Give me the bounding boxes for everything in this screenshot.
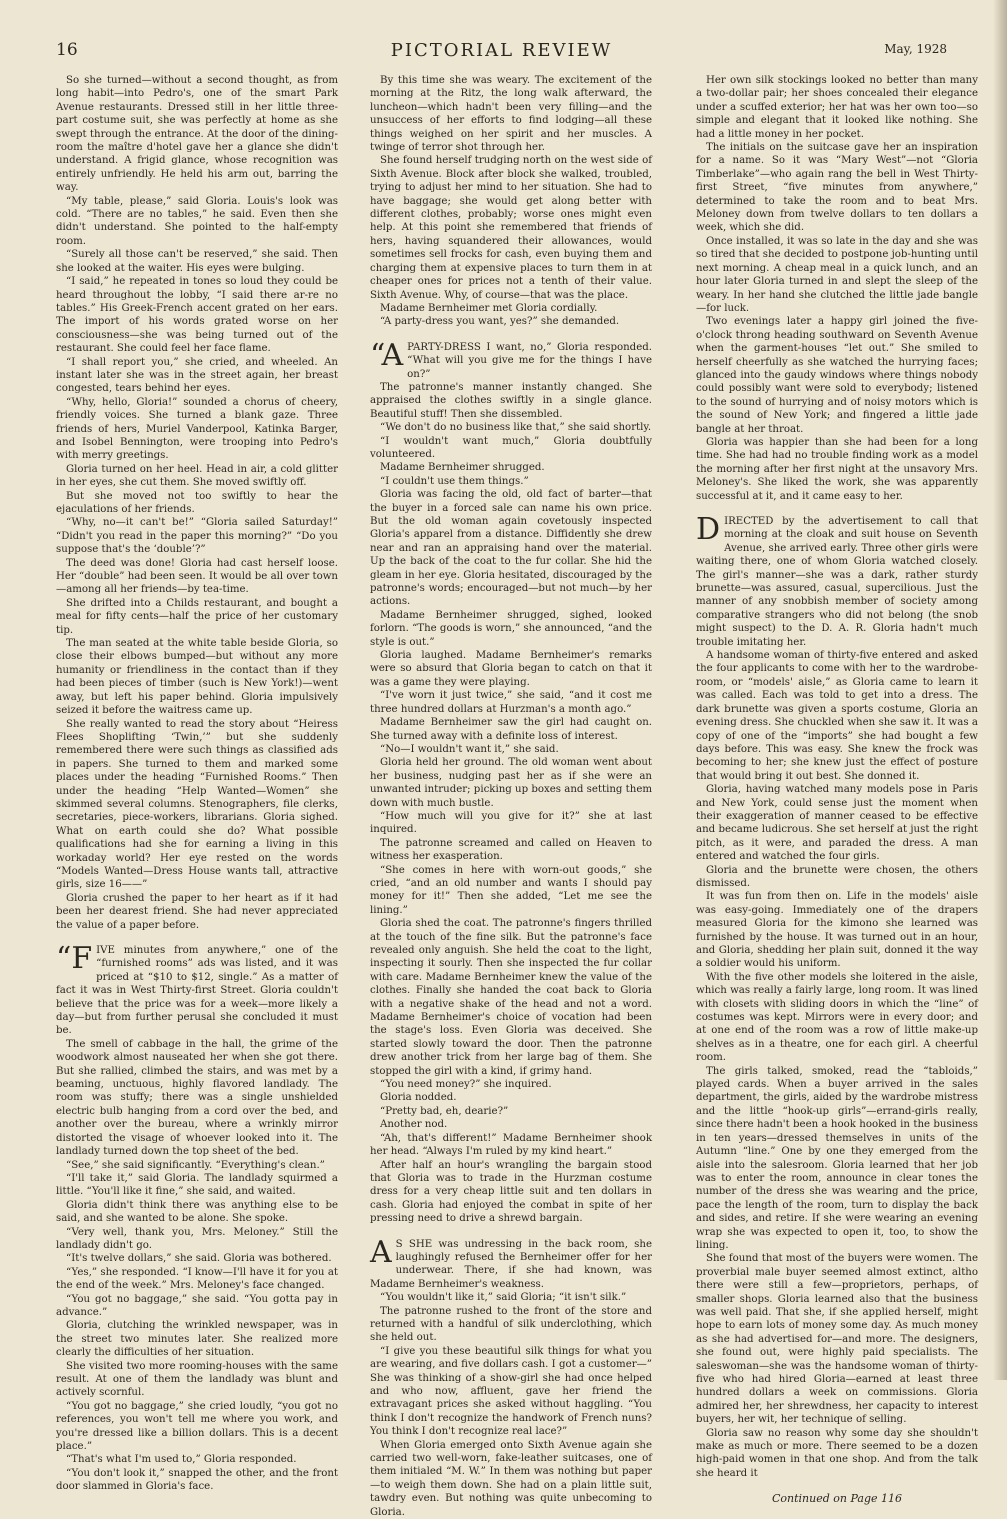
paragraph-text: “Ah, that's different!” Madame Bernheimer shook her head. “Always I'm ruled by my kind heart.”	[370, 1132, 652, 1158]
article-paragraph	[56, 637, 338, 717]
paragraph-text: Gloria turned on her heel. Head in air, a cold glitter in her eyes, she cut them. She moved swiftly off.	[56, 463, 338, 489]
article-paragraph	[696, 1065, 978, 1253]
paragraph-text: The patronne screamed and called on Heaven to witness her exasperation.	[370, 837, 652, 863]
article-paragraph	[56, 1199, 338, 1226]
paragraph-text: The patronne rushed to the front of the store and returned with a handful of silk underclothing, which she held out.	[370, 1305, 652, 1344]
paragraph-text: The patronne's manner instantly changed. She appraised the clothes swiftly in a single glance. Beautiful stuff! Then she dissembled.	[370, 381, 652, 420]
article-paragraph	[370, 743, 652, 756]
article-paragraph	[56, 1252, 338, 1265]
paragraph-text: The man seated at the white table beside Gloria, so close their elbows bumped—but without any more humanity or friendliness in the contact than if they had been pieces of timber (such is New York!)—went away, but left his paper behind. Gloria impulsively seized it before the waitress came up.	[56, 638, 338, 717]
article-paragraph	[56, 1319, 338, 1359]
article-paragraph	[370, 1078, 652, 1091]
paragraph-text: “I couldn't use them things.”	[380, 475, 529, 487]
paragraph-text: “My table, please,” said Gloria. Louis's look was cold. “There are no tables,” he said. Even then she didn't understand. She pointed to the half-empty room.	[56, 195, 338, 247]
article-paragraph	[56, 1467, 338, 1494]
article-paragraph	[370, 689, 652, 716]
article-paragraph	[56, 557, 338, 597]
article-paragraph	[370, 154, 652, 301]
article-paragraph	[56, 1038, 338, 1159]
article-paragraph	[696, 141, 978, 235]
article-paragraph	[370, 756, 652, 810]
paragraph-text: Once installed, it was so late in the day and she was so tired that she decided to postpone job-hunting until next morning. A cheap meal in a quick lunch, and an hour later Gloria turned in and slept the sleep of the weary. In her hand she clutched the little jade bangle—for luck.	[696, 235, 978, 314]
paragraph-text: But she moved not too swiftly to hear the ejaculations of her friends.	[56, 490, 338, 515]
article-paragraph	[56, 195, 338, 249]
paragraph-text: “That's what I'm used to,” Gloria responded.	[66, 1454, 297, 1466]
article-paragraph	[56, 1453, 338, 1466]
article-paragraph	[696, 783, 978, 863]
paragraph-text: So she turned—without a second thought, as from long habit—into Pedro's, one of the smart Park Avenue restaurants. Dressed still in her little three-part costume suit, she was perfectly at home as she swept through the entrance. At the door of the dining-room the maître d'hotel gave her a glance she didn't understand. A frigid glance, whose recognition was entirely unfriendly. He held his arm out, barring the way.	[56, 75, 338, 194]
paragraph-text: “Why, no—it can't be!” “Gloria sailed Saturday!” “Didn't you read in the paper this morning?” “Do you suppose that's the ‘double’?”	[56, 517, 338, 556]
article-paragraph	[370, 74, 652, 154]
paragraph-text: A handsome woman of thirty-five entered and asked the four applicants to come with her to the wardrobe-room, or “models' aisle,” as Gloria came to learn it was called. Each was told to get into a dress. The dark brunette was given a sports costume, Gloria an evening dress. She chuckled when she saw it. It was a copy of one of the “imports” she had bought a few days before. This was easy. She knew the frock was becoming to her; she knew just the effect of posture that would bring it out best. She donned it.	[696, 650, 978, 782]
paragraph-text: “See,” she said significantly. “Everything's clean.”	[66, 1159, 325, 1171]
article-paragraph	[370, 609, 652, 649]
article-paragraph	[696, 864, 978, 891]
article-paragraph	[56, 516, 338, 556]
paragraph-text: By this time she was weary. The excitement of the morning at the Ritz, the long walk afterward, the luncheon—which hadn't been very filling—and the unsuccess of her efforts to find lodging—all these things weighed on her spirit and her muscles. A twinge of terror shot through her.	[370, 75, 652, 154]
paragraph-text: “You need money?” she inquired.	[380, 1079, 552, 1091]
article-paragraph	[370, 649, 652, 689]
paragraph-text: “Why, hello, Gloria!” sounded a chorus of cheery, friendly voices. She turned a blank gaze. Three friends of hers, Muriel Vanderpool, Katinka Barger, and Isobel Bennington, were trooping into Pedro's with merry greetings.	[56, 396, 338, 462]
paragraph-text: Gloria and the brunette were chosen, the others dismissed.	[696, 864, 978, 889]
paragraph-text: Gloria saw no reason why some day she shouldn't make as much or more. There seemed to be a dozen high-paid women in that one shop. And from the talk she heard it	[696, 1427, 978, 1479]
paragraph-text: The girls talked, smoked, read the “tabloids,” played cards. When a buyer arrived in the sales department, the girls, aided by the wardrobe mistress and the little “hook-up girls”—errand-girls really, since there hadn't been a hook hooked in the business in ten years—dressed themselves in units of the Autumn “line.” One by one they emerged from the aisle into the salesroom. Gloria learned that her job was to enter the room, announce in clear tones the number of the dress she was wearing and the price, pace the length of the room, turn to display the back and sides, and retire. If she were wearing an evening wrap she was expected to open it, too, to show the lining.	[696, 1065, 978, 1251]
article-paragraph	[370, 461, 652, 474]
article-paragraph	[56, 248, 338, 275]
article-paragraph	[696, 971, 978, 1065]
paragraph-text: IVE minutes from anywhere,” one of the “furnished rooms” ads was listed, and it was priced at “$10 to $12, single.” As a matter of fact it was in West Thirty-first Street. Gloria couldn't believe that the price was for a week—more likely a day—but from further perusal she concluded it must be.	[56, 945, 338, 1037]
article-paragraph	[370, 475, 652, 488]
magazine-title: PICTORIAL REVIEW	[390, 40, 613, 61]
paragraph-text: Gloria shed the coat. The patronne's fingers thrilled at the touch of the fine silk. But the patronne's face revealed only anguish. She held the coat to the light, inspecting it sourly. Then she inspected the fur collar with care. Madame Bernheimer knew the value of the clothes. Finally she handed the coat back to Gloria with a negative shake of the head and not a word. Madame Bernheimer's choice of vocation had been the stage's loss. Even Gloria was deceived. She started slowly toward the door. Then the patronne drew another trick from her large bag of them. She stopped the girl with a kind, if grimy hand.	[370, 918, 652, 1077]
article-paragraph	[56, 1400, 338, 1454]
article-paragraph	[370, 716, 652, 743]
paragraph-text: “You got no baggage,” she said. “You gotta pay in advance.”	[56, 1293, 338, 1318]
paragraph-text: “How much will you give for it?” she at last inquired.	[370, 810, 652, 836]
paragraph-text: IRECTED by the advertisement to call that morning at the cloak and suit house on Seventh Avenue, she arrived early. Three other girls were waiting there, one of whom Gloria watched closely. The girl's manner—she was a dark, rather sturdy brunette—was assured, casual, supercilious. Just the manner of any snobbish member of society among comparative strangers who did not belong (the snob might suspect) to the D. A. R. Gloria hadn't much trouble imitating her.	[696, 516, 978, 648]
article-paragraph	[370, 435, 652, 462]
article-paragraph	[370, 1159, 652, 1226]
paragraph-text: PARTY-DRESS I want, no,” Gloria responded. “What will you give me for the things I have on?”	[407, 341, 652, 380]
paragraph-text: She found that most of the buyers were women. The proverbial male buyer seemed almost extinct, altho there were still a few—proprietors, perhaps, of smaller shops. Gloria learned also that the business was well paid. That she, if she applied herself, might hope to earn lots of money some day. As much money as she had advertised for—and more. The designers, she found out, were highly paid specialists. The saleswoman—she was the handsome woman of thirty-five who had hired Gloria—earned at least three hundred dollars a week on commissions. Gloria admired her, her shrewdness, her capacity to interest buyers, her wit, her technique of selling.	[696, 1253, 978, 1426]
paragraph-text: With the five other models she loitered in the aisle, which was really a fairly large, long room. It was lined with closets with sliding doors in which the “line” of costumes was kept. Mirrors were in every door; and at one end of the room was a row of little make-up shelves as in a theatre, one for each girl. A cheerful room.	[696, 971, 978, 1064]
paragraph-text: “Surely all those can't be reserved,” she said. Then she looked at the waiter. His eyes were bulging.	[56, 249, 338, 274]
article-paragraph	[370, 837, 652, 864]
article-paragraph	[56, 597, 338, 637]
paragraph-text: “I give you these beautiful silk things for what you are wearing, and five dollars cash. I got a customer—” She was thinking of a show-girl she had once helped and who now, affluent, gave her friend the extravagant prices she asked without haggling. “You think I don't recognize the handwork of French nuns? You think I don't recognize real lace?”	[370, 1345, 652, 1438]
continued-on-page-note: Continued on Page 116	[772, 1492, 902, 1506]
paragraph-text: She found herself trudging north on the west side of Sixth Avenue. Block after block she walked, troubled, trying to adjust her mind to her situation. She had to have baggage; she would get along better with different clothes, probably; worse ones might even help. At this point she remembered that friends of hers, having squandered their allowances, would sometimes sell frocks for cash, even buying them and charging them at expensive places to turn them in at cheaper ones for prices not a tenth of their value. Sixth Avenue. Why, of course—that was the place.	[370, 155, 652, 301]
article-paragraph	[56, 941, 338, 1038]
page-header	[56, 40, 947, 64]
paragraph-text: “No—I wouldn't want it,” she said.	[380, 743, 559, 755]
article-paragraph	[56, 892, 338, 932]
article-paragraph	[56, 74, 338, 195]
drop-cap: A	[370, 1234, 392, 1270]
article-paragraph	[696, 512, 978, 649]
article-paragraph	[56, 1226, 338, 1253]
article-paragraph	[370, 1439, 652, 1519]
text-column-3	[696, 74, 978, 1506]
article-paragraph	[56, 356, 338, 396]
paragraph-text: “I've worn it just twice,” she said, “and it cost me three hundred dollars at Hurzman's a month ago.”	[370, 690, 652, 715]
paragraph-text: Gloria laughed. Madame Bernheimer's remarks were so absurd that Gloria began to catch on that it was a game they were playing.	[370, 650, 652, 688]
paragraph-text: Gloria, clutching the wrinkled newspaper, was in the street two minutes later. She realized more clearly the difficulties of her situation.	[56, 1320, 338, 1359]
paragraph-text: Two evenings later a happy girl joined the five-o'clock throng heading southward on Seventh Avenue when the garment-houses “let out.” She smiled to herself cheerfully as she watched the hurrying faces; glanced into the gaudy windows where things nobody could possibly want were sold to everybody; listened to the sound of hurrying and of noisy motors which is the sound of New York; and fingered a little jade bangle at her throat.	[696, 316, 978, 435]
article-paragraph	[56, 1266, 338, 1293]
article-paragraph	[696, 315, 978, 436]
paragraph-text: After half an hour's wrangling the bargain stood that Gloria was to trade in the Hurzman costume dress for a very cheap little suit and ten dollars in cash. Gloria had enjoyed the combat in spite of her pressing need to drive a shrewd bargain.	[370, 1159, 652, 1225]
drop-cap: “A	[370, 337, 404, 373]
paragraph-text: Madame Bernheimer shrugged.	[380, 462, 545, 474]
paragraph-text: “Pretty bad, eh, dearie?”	[380, 1105, 509, 1117]
article-paragraph	[370, 1118, 652, 1131]
paragraph-text: “You wouldn't like it,” said Gloria; “it isn't silk.”	[380, 1292, 627, 1304]
paragraph-text: Gloria was happier than she had been for a long time. She had had no trouble finding work as a model the morning after her first night at the unsavory Mrs. Meloney's. She liked the work, she was apparently successful at it, and it came easy to her.	[696, 436, 978, 502]
paragraph-text: Gloria crushed the paper to her heart as if it had been her dearest friend. She had never appreciated the value of a paper before.	[56, 892, 338, 931]
drop-cap: “F	[56, 941, 93, 976]
paragraph-text: Another nod.	[380, 1119, 448, 1131]
paragraph-text: “You don't look it,” snapped the other, and the front door slammed in Gloria's face.	[56, 1467, 338, 1493]
article-paragraph	[696, 1427, 978, 1481]
issue-date: May, 1928	[884, 42, 947, 56]
paragraph-text: Gloria nodded.	[380, 1092, 457, 1104]
article-paragraph	[370, 488, 652, 609]
article-paragraph	[370, 1291, 652, 1304]
paragraph-text: It was fun from then on. Life in the models' aisle was easy-going. Immediately one of the drapers measured Gloria for the kimono she learned was furnished by the house. It was turned out in an hour, and Gloria, shedding her plain suit, donned it the way a soldier would his uniform.	[696, 891, 978, 970]
drop-cap: D	[696, 512, 721, 547]
article-paragraph	[370, 1105, 652, 1118]
page-number: 16	[56, 40, 78, 60]
article-paragraph	[56, 275, 338, 355]
article-paragraph	[370, 315, 652, 328]
article-paragraph	[370, 1345, 652, 1439]
article-paragraph	[370, 1234, 652, 1292]
article-paragraph	[370, 1305, 652, 1345]
paragraph-text: “A party-dress you want, yes?” she demanded.	[380, 316, 620, 328]
paragraph-text: “I shall report you,” she cried, and wheeled. An instant later she was in the street again, her breast congested, tears behind her eyes.	[56, 356, 338, 395]
paragraph-text: Gloria, having watched many models pose in Paris and New York, could sense just the moment when their exaggeration of manner ceased to be effective and became ludicrous. She set herself at just the right pitch, as it were, and paraded the dress. A man entered and watched the four girls.	[696, 784, 978, 863]
paragraph-text: She really wanted to read the story about “Heiress Flees Shoplifting ‘Twin,’” but she suddenly remembered there were such things as classified ads in papers. She turned to them and marked some places under the heading “Furnished Rooms.” Then under the heading “Help Wanted—Women” she skimmed several columns. Stenographers, file clerks, secretaries, piece-workers, librarians. Gloria sighed. What on earth could she do? What possible qualifications had she for earning a living in this workaday world? Her eye rested on the words “Models Wanted—Dress House wants tall, attractive girls, size 16——”	[56, 718, 338, 891]
article-paragraph	[370, 1132, 652, 1159]
article-paragraph	[370, 864, 652, 918]
paragraph-text: Gloria held her ground. The old woman went about her business, nudging past her as if she were an unwanted intruder; picking up boxes and setting them down with much bustle.	[370, 757, 653, 809]
paragraph-text: She drifted into a Childs restaurant, and bought a meal for fifty cents—half the price of her customary tip.	[56, 597, 338, 636]
article-paragraph	[56, 1159, 338, 1172]
article-paragraph	[696, 649, 978, 783]
text-column-1	[56, 74, 338, 1494]
paragraph-text: Madame Bernheimer met Gloria cordially.	[380, 302, 598, 314]
article-paragraph	[56, 490, 338, 517]
paragraph-text: The deed was done! Gloria had cast herself loose. Her “double” had been seen. It would be all over town—among all her friends—by tea-time.	[56, 557, 338, 596]
paragraph-text: “It's twelve dollars,” she said. Gloria was bothered.	[66, 1253, 332, 1265]
article-paragraph	[696, 235, 978, 315]
article-paragraph	[696, 1252, 978, 1426]
article-paragraph	[56, 463, 338, 490]
paragraph-text: The initials on the suitcase gave her an inspiration for a name. So it was “Mary West”—not “Gloria Timberlake”—who again rang the bell in West Thirty-first Street, “five minutes from anywhere,” determined to take the room and to beat Mrs. Meloney down from twelve dollars to ten dollars a week, which she did.	[696, 142, 978, 234]
article-paragraph	[56, 1293, 338, 1320]
paragraph-text: The smell of cabbage in the hall, the grime of the woodwork almost nauseated her when she got there. But she rallied, climbed the stairs, and was met by a beaming, unctuous, highly flavored landlady. The room was stuffy; there was a single unshielded electric bulb hanging from a cord over the bed, and another over the bureau, where a wrinkly mirror distorted the visage of whoever looked into it. The landlady turned down the top sheet of the bed.	[56, 1038, 338, 1158]
paragraph-text: Madame Bernheimer shrugged, sighed, looked forlorn. “The goods is worn,” she announced, “and the style is out.”	[370, 609, 652, 648]
page-edge-shadow	[993, 0, 1007, 1380]
paragraph-text: “Very well, thank you, Mrs. Meloney.” Still the landlady didn't go.	[56, 1226, 338, 1251]
article-paragraph	[696, 74, 978, 141]
paragraph-text: S SHE was undressing in the back room, she laughingly refused the Bernheimer offer for her underwear. There, if she had known, was Madame Bernheimer's weakness.	[370, 1238, 652, 1290]
paragraph-text: “I'll take it,” said Gloria. The landlady squirmed a little. “You'll like it fine,” she said, and waited.	[56, 1172, 338, 1198]
paragraph-text: Gloria was facing the old, old fact of barter—that the buyer in a forced sale can name his own price. But the old woman again covetously inspected Gloria's apparel from a distance. Diffidently she drew near and ran an appraising hand over the material. Up the back of the coat to the fur collar. She hid the gleam in her eye. Gloria hesitated, discouraged by the patronne's words; encouraged—but not much—by her actions.	[370, 489, 652, 608]
article-paragraph	[56, 1172, 338, 1199]
paragraph-text: Gloria didn't think there was anything else to be said, and she wanted to be alone. She spoke.	[56, 1199, 338, 1225]
article-paragraph	[696, 436, 978, 503]
text-column-2	[370, 74, 652, 1519]
article-paragraph	[370, 302, 652, 315]
article-paragraph	[56, 718, 338, 892]
paragraph-text: She visited two more rooming-houses with the same result. At one of them the landlady was blunt and actively scornful.	[56, 1360, 338, 1399]
article-paragraph	[696, 890, 978, 970]
article-paragraph	[370, 337, 652, 381]
article-paragraph	[370, 421, 652, 434]
paragraph-text: “Yes,” she responded. “I know—I'll have it for you at the end of the week.” Mrs. Meloney's face changed.	[56, 1266, 338, 1292]
article-paragraph	[370, 381, 652, 421]
paragraph-text: Her own silk stockings looked no better than many a two-dollar pair; her shoes concealed their elegance under a scuffed exterior; her hat was her own too—so simple and elegant that it looked like nothing. She had a little money in her pocket.	[696, 75, 978, 140]
paragraph-text: “I wouldn't want much,” Gloria doubtfully volunteered.	[370, 435, 652, 460]
article-paragraph	[370, 810, 652, 837]
paragraph-text: Madame Bernheimer saw the girl had caught on. She turned away with a definite loss of interest.	[370, 717, 652, 742]
paragraph-text: “She comes in here with worn-out goods,” she cried, “and an old number and wants I should pay money for it!” Then she added, “Let me see the lining.”	[370, 864, 652, 916]
paragraph-text: “I said,” he repeated in tones so loud they could be heard throughout the lobby, “I said there ar-re no tables.” His Greek-French accent grated on her ears. The import of his words grated worse on her consciousness—she was being turned out of the restaurant. She could feel her face flame.	[56, 276, 338, 355]
article-paragraph	[56, 396, 338, 463]
article-paragraph	[370, 1091, 652, 1104]
paragraph-text: When Gloria emerged onto Sixth Avenue again she carried two well-worn, fake-leather suitcases, one of them initialed “M. W.” In them was nothing but paper—to weigh them down. She had on a plain little suit, tawdry even. But nothing was quite unbecoming to Gloria.	[370, 1439, 652, 1518]
article-paragraph	[370, 917, 652, 1078]
paragraph-text: “You got no baggage,” she cried loudly, “you got no references, you won't tell me where you work, and you're dressed like a billion dollars. This is a decent place.”	[56, 1400, 338, 1453]
paragraph-text: “We don't do no business like that,” she said shortly.	[380, 422, 652, 434]
